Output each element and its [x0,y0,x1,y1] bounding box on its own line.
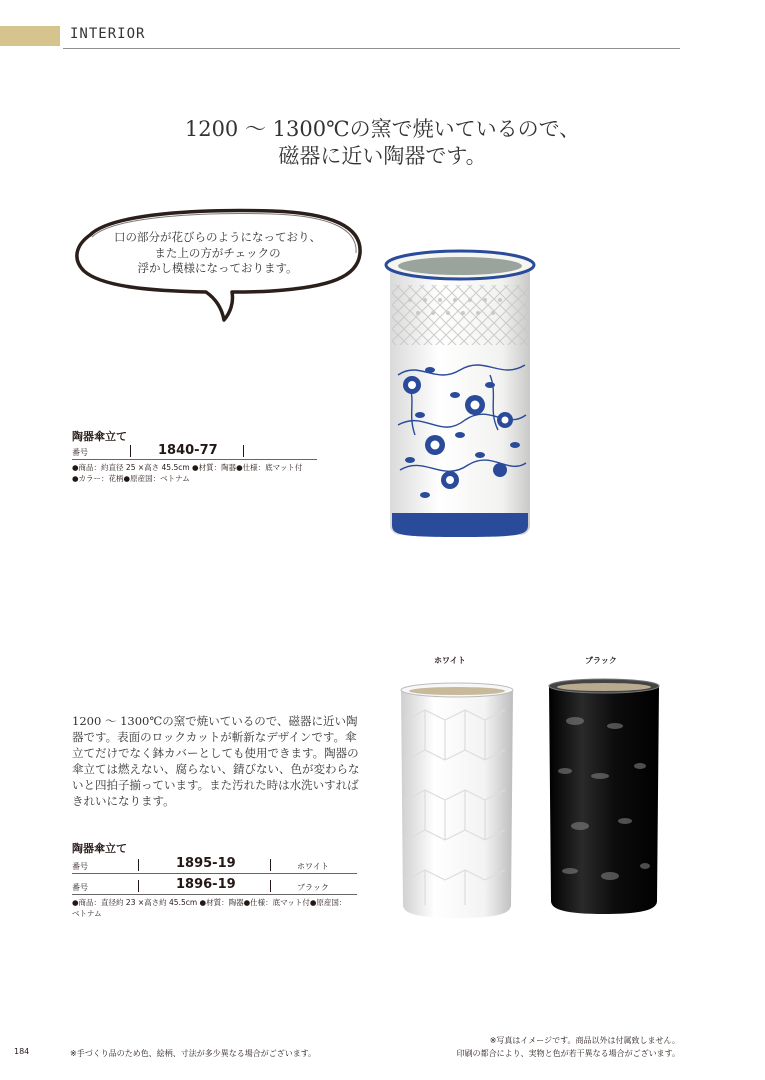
product-1-code: 1840-77 [158,443,218,458]
product-1-number-label: 番号 [72,448,88,457]
product-2-row-1-label: 番号 [72,862,88,871]
product-2-row-2-sep-left [138,880,139,892]
product-2-row-1-sep-right [270,859,271,871]
product-1-specs [72,462,332,484]
headline [0,116,765,170]
photo-note: ※写真はイメージです。商品以外は付属致しません。 [489,1036,680,1045]
product-2-spec-line-2: ベトナム [72,909,102,918]
product-2-row-1-code: 1895-19 [176,856,236,871]
product-2-row-1-sep-left [138,859,139,871]
bubble-line-2: また上の方がチェックの [154,245,281,260]
page-number: 184 [14,1047,30,1056]
product-2-row-2-code: 1896-19 [176,877,236,892]
bubble-text [95,230,340,277]
section-color-tab [0,26,60,46]
product-2-row-2-color: ブラック [297,883,329,892]
product-1-spec-line-1: ●商品：約直径 25 ×高さ 45.5cm ●材質：陶器●仕様：底マット付 [72,463,303,472]
white-vase-label: ホワイト [434,656,466,665]
floral-vase-image [380,245,540,545]
headline-line-2: 磁器に近い陶器です。 [278,144,487,168]
print-note: 印刷の都合により、実物と色が若干異なる場合がございます。 [456,1049,680,1058]
bubble-line-3: 浮かし模様になっております。 [137,261,298,275]
product-1-rule [72,459,317,460]
bubble-line-1: 口の部分が花びらのようになっており、 [114,230,321,244]
product-2-spec-line-1: ●商品：直径約 23 ×高さ約 45.5cm ●材質：陶器●仕様：底マット付●原産国： [72,898,347,907]
product-1-separator-right [243,445,244,457]
product-2-row-2-sep-right [270,880,271,892]
product-2-name: 陶器傘立て [72,842,127,855]
product-2-description: 1200 ～ 1300℃の窯で焼いているので、磁器に近い陶器です。表面のロックカットが斬新なデザインです。傘立てだけでなく鉢カバーとしても使用できます。陶器の傘立ては燃えない、腐らない、錆びない、色が変わらないと四拍子揃っています。また汚れた時は水洗いすればきれいになります。 [72,714,360,808]
handmade-note: ※手づくり品のため色、絵柄、寸法が多少異なる場合がございます。 [70,1049,317,1058]
product-2-row-2-rule [72,894,357,895]
black-vase-image [545,676,663,916]
product-2-row-2-label: 番号 [72,883,88,892]
product-2-specs [72,897,362,919]
headline-line-1: 1200 ～ 1300℃の窯で焼いているので、 [184,117,581,141]
product-2-row-1-color: ホワイト [297,862,329,871]
black-vase-label: ブラック [585,656,617,665]
product-2-row-1-rule [72,873,357,874]
product-1-spec-line-2: ●カラー：花柄●原産国：ベトナム [72,474,190,483]
white-vase-image [395,680,519,920]
product-1-separator-left [130,445,131,457]
product-1-name: 陶器傘立て [72,430,127,443]
section-title: INTERIOR [70,26,146,42]
header-divider [63,48,680,49]
